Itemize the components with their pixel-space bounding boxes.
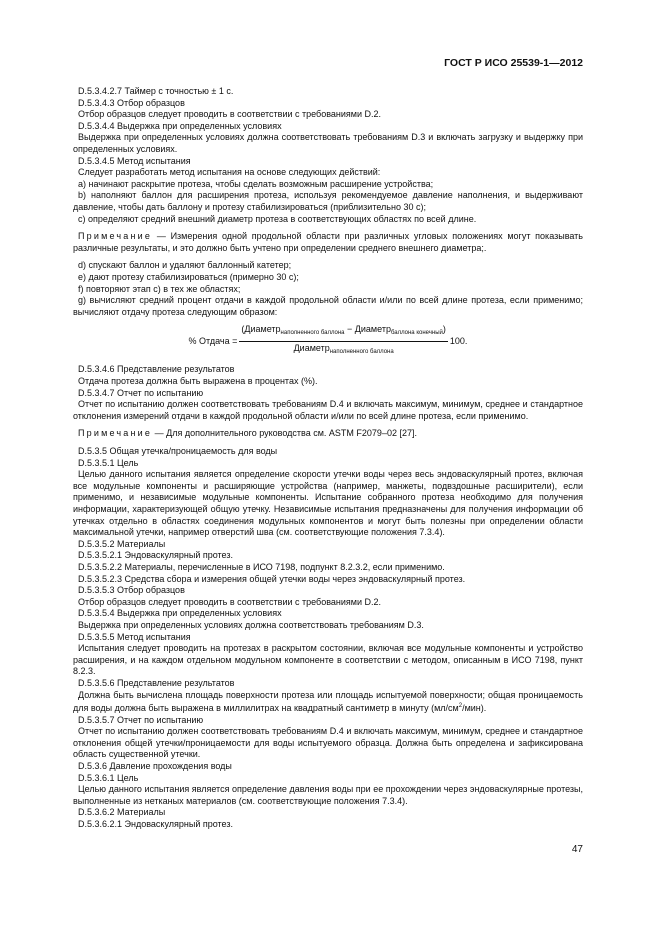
section-heading: D.5.3.5.4 Выдержка при определенных условиях [78, 608, 282, 619]
formula-fraction [239, 324, 448, 358]
formula-denominator: Диаметр$_{наполненного баллона}$ [293, 342, 394, 355]
note-text: — Для дополнительного руководства см. ASTM F2079–02 [27]. [152, 428, 417, 439]
standard-code: ГОСТ Р ИСО 25539-1—2012 [444, 57, 583, 69]
note-label: Примечание [78, 231, 153, 242]
paragraph: Отдача протеза должна быть выражена в процентах (%). [78, 376, 318, 387]
paragraph: Должна быть вычислена площадь поверхности протеза или площадь испытуемой поверхности; общая проницаемость для воды должна быть выражена в миллилитрах на квадратный сантиметр в минуту $(мл/см^2/мин)$. [73, 689, 583, 714]
paragraph: Выдержка при определенных условиях должна соответствовать требованиям D.3. [78, 619, 424, 630]
paragraph: Целью данного испытания является определение скорости утечки воды через весь эндоваскулярный протез, включая все модульные компоненты и расширяющие устройства (например, манжеты, подвздошные расширители), если применимо, и независимые модульные компоненты. Испытание собранного протеза необходимо для получения информации, характеризующей общую утечку. Независимые испытания предназначены для получения информации об утечках отдельно в областях соединения модульных компонентов и могут быть полезны при определении области максимальной утечки, например отверстий шва (см. соответствующие положения 7.3.4). [73, 469, 583, 538]
section-heading: D.5.3.5 Общая утечка/проницаемость для воды [78, 446, 278, 457]
paragraph: Отчет по испытанию должен соответствовать требованиям D.4 и включать максимум, минимум, среднее и стандартное отклонения измерений отдачи в каждой продольной области и/или по всей длине протеза, если применимо. [73, 399, 583, 421]
note [73, 231, 583, 254]
formula-lhs: % Отдача = [188, 335, 238, 346]
list-item: d) спускают баллон и удаляют баллонный катетер; [78, 260, 292, 271]
page-number: 47 [571, 844, 583, 855]
note-label: Примечание [78, 428, 153, 439]
section-heading: D.5.3.6.1 Цель [78, 772, 139, 783]
paragraph: Отбор образцов следует проводить в соответствии с требованиями D.2. [78, 596, 381, 607]
paragraph: D.5.3.6.2.1 Эндоваскулярный протез. [78, 819, 233, 830]
list-item: b) наполняют баллон для расширения протеза, используя рекомендуемое давление наполнения, и выдерживают давление, чтобы дать баллону и протезу стабилизироваться (приблизительно 30 с); [73, 190, 583, 212]
formula-numerator: (Диаметр$_{наполненного баллона}$ − Диаметр$_{баллона конечный}$) [239, 324, 448, 342]
section-heading: D.5.3.6.2 Материалы [78, 807, 166, 818]
note [73, 428, 583, 440]
paragraph: D.5.3.4.2.7 Таймер с точностью ± 1 с. [78, 86, 234, 96]
paragraph: Испытания следует проводить на протезах в раскрытом состоянии, включая все модульные компоненты и устройство расширения, и на каждом отдельном модульном компоненте в соответствии с методом, описанным в ИСО 7198, пункт 8.2.3. [73, 643, 583, 677]
section-heading: D.5.3.4.3 Отбор образцов [78, 97, 185, 108]
paragraph: Целью данного испытания является определение давления воды при ее прохождении через эндоваскулярные протезы, выполненные из нетканых материалов (см. соответствующие положения 7.3.4). [73, 784, 583, 806]
note-text: — Измерения одной продольной области при различных угловых положениях могут показывать различные результаты, и это должно быть учтено при определении среднего внешнего диаметра;. [73, 231, 583, 253]
section-heading: D.5.3.5.3 Отбор образцов [78, 585, 185, 596]
section-heading: D.5.3.4.4 Выдержка при определенных условиях [78, 120, 282, 131]
paragraph: Отчет по испытанию должен соответствовать требованиям D.4 и включать максимум, минимум, среднее и стандартное отклонения общей утечки/проницаемости для воды испытуемого образца. Должна быть определена и зафиксирована область существенной утечки. [73, 726, 583, 760]
paragraph: D.5.3.5.2.2 Материалы, перечисленные в ИСО 7198, подпункт 8.2.3.2, если применимо. [78, 561, 445, 572]
section-heading: D.5.3.4.5 Метод испытания [78, 155, 191, 166]
paragraph: D.5.3.5.2.1 Эндоваскулярный протез. [78, 550, 233, 561]
list-item: g) вычисляют средний процент отдачи в каждой продольной области и/или по всей длине протеза, если применимо; вычисляют отдачу протеза следующим образом: [73, 295, 583, 317]
recoil-formula [73, 324, 583, 358]
list-item: а) начинают раскрытие протеза, чтобы сделать возможным расширение устройства; [78, 178, 434, 189]
section-heading: D.5.3.5.7 Отчет по испытанию [78, 714, 204, 725]
list-item: f) повторяют этап с) в тех же областях; [78, 283, 241, 294]
section-heading: D.5.3.5.5 Метод испытания [78, 631, 191, 642]
paragraph: Отбор образцов следует проводить в соответствии с требованиями D.2. [78, 109, 381, 120]
paragraph: Выдержка при определенных условиях должна соответствовать требованиям D.3 и включать загрузку и выдержку при определенных условиях. [73, 132, 583, 154]
list-item: e) дают протезу стабилизироваться (примерно 30 с); [78, 271, 299, 282]
section-heading: D.5.3.5.1 Цель [78, 457, 139, 468]
section-heading: D.5.3.5.6 Представление результатов [78, 677, 235, 688]
section-heading: D.5.3.4.7 Отчет по испытанию [78, 387, 204, 398]
list-item: c) определяют средний внешний диаметр протеза в соответствующих областях по всей длине. [78, 213, 477, 224]
section-heading: D.5.3.6 Давление прохождения воды [78, 761, 232, 772]
section-heading: D.5.3.5.2 Материалы [78, 538, 166, 549]
section-heading: D.5.3.4.6 Представление результатов [78, 364, 235, 375]
formula-tail: 100. [449, 335, 468, 346]
paragraph: Следует разработать метод испытания на основе следующих действий: [78, 167, 381, 178]
paragraph: D.5.3.5.2.3 Средства сбора и измерения общей утечки воды через эндоваскулярный протез. [78, 573, 466, 584]
document-body [73, 86, 583, 831]
